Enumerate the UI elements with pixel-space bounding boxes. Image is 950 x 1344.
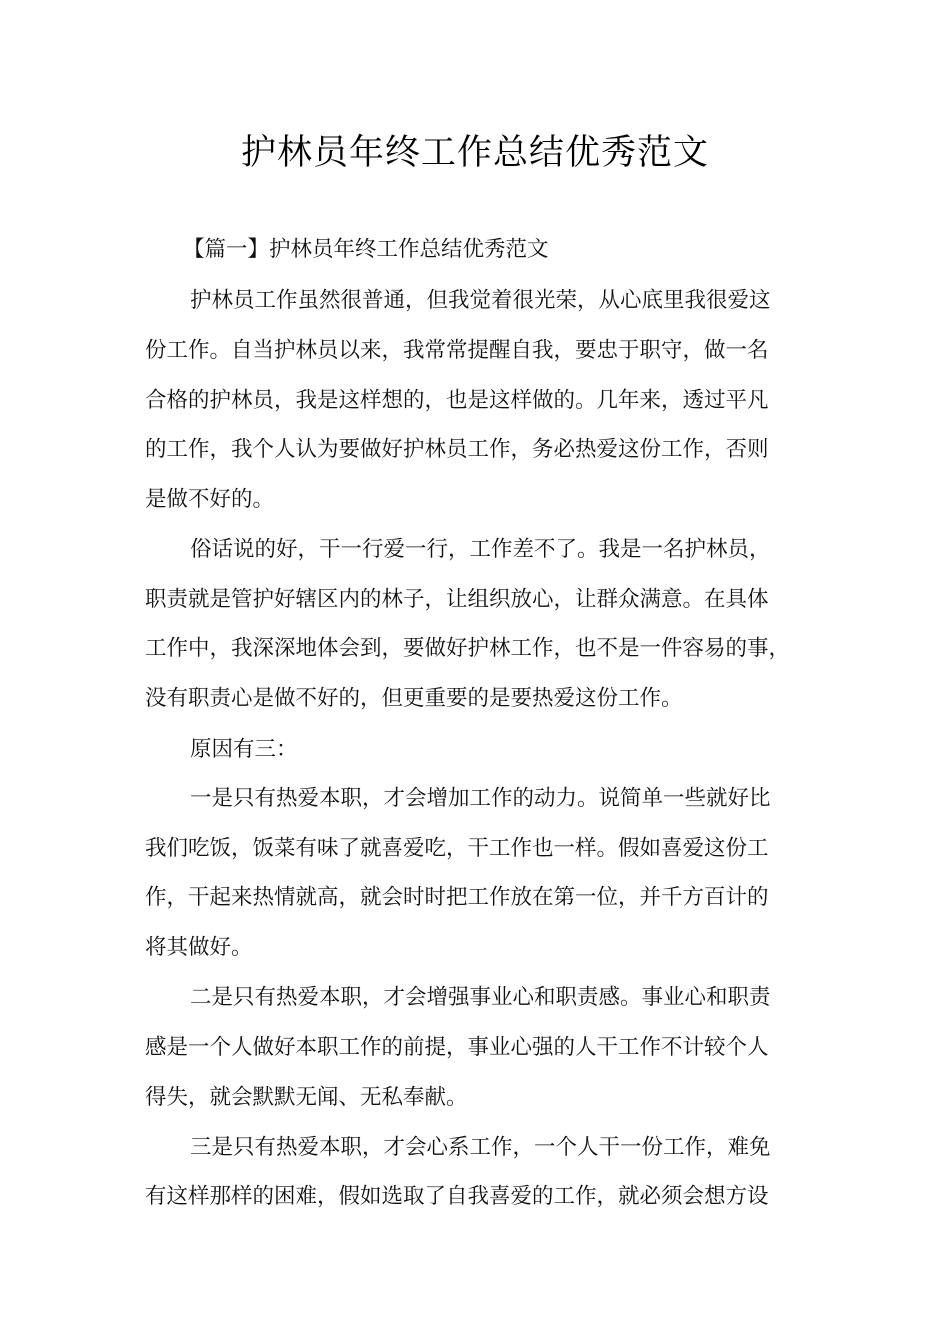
paragraph-2-line-3: 工作中，我深深地体会到，要做好护林工作，也不是一件容易的事，	[145, 636, 791, 661]
paragraph-5-line-1: 二是只有热爱本职，才会增强事业心和职责感。事业心和职责	[190, 985, 771, 1010]
paragraph-5-line-2: 感是一个人做好本职工作的前提，事业心强的人干工作不计较个人	[145, 1035, 769, 1060]
paragraph-4-line-3: 作，干起来热情就高，就会时时把工作放在第一位，并千方百计的	[145, 885, 769, 910]
paragraph-4-line-4: 将其做好。	[145, 935, 253, 960]
paragraph-2-line-4: 没有职责心是做不好的，但更重要的是要热爱这份工作。	[145, 686, 683, 711]
paragraph-3-line-1: 原因有三：	[190, 737, 298, 762]
paragraph-2-line-1: 俗话说的好，干一行爱一行，工作差不了。我是一名护林员，	[190, 537, 771, 562]
paragraph-5-line-3: 得失，就会默默无闻、无私奉献。	[145, 1085, 468, 1110]
paragraph-1-line-3: 合格的护林员，我是这样想的，也是这样做的。几年来，透过平凡	[145, 388, 769, 413]
paragraph-1-line-1: 护林员工作虽然很普通，但我觉着很光荣，从心底里我很爱这	[190, 288, 771, 313]
paragraph-1-line-5: 是做不好的。	[145, 487, 275, 512]
paragraph-4-line-2: 我们吃饭，饭菜有味了就喜爱吃，干工作也一样。假如喜爱这份工	[145, 836, 769, 861]
document-title: 护林员年终工作总结优秀范文	[240, 133, 709, 173]
section-heading: 【篇一】护林员年终工作总结优秀范文	[183, 237, 549, 262]
paragraph-6-line-2: 有这样那样的困难，假如选取了自我喜爱的工作，就必须会想方设	[145, 1184, 769, 1209]
paragraph-4-line-1: 一是只有热爱本职，才会增加工作的动力。说简单一些就好比	[190, 786, 771, 811]
paragraph-1-line-2: 份工作。自当护林员以来，我常常提醒自我，要忠于职守，做一名	[145, 338, 769, 363]
paragraph-6-line-1: 三是只有热爱本职，才会心系工作，一个人干一份工作，难免	[190, 1135, 771, 1160]
paragraph-2-line-2: 职责就是管护好辖区内的林子，让组织放心，让群众满意。在具体	[145, 587, 769, 612]
paragraph-1-line-4: 的工作，我个人认为要做好护林员工作，务必热爱这份工作，否则	[145, 437, 769, 462]
